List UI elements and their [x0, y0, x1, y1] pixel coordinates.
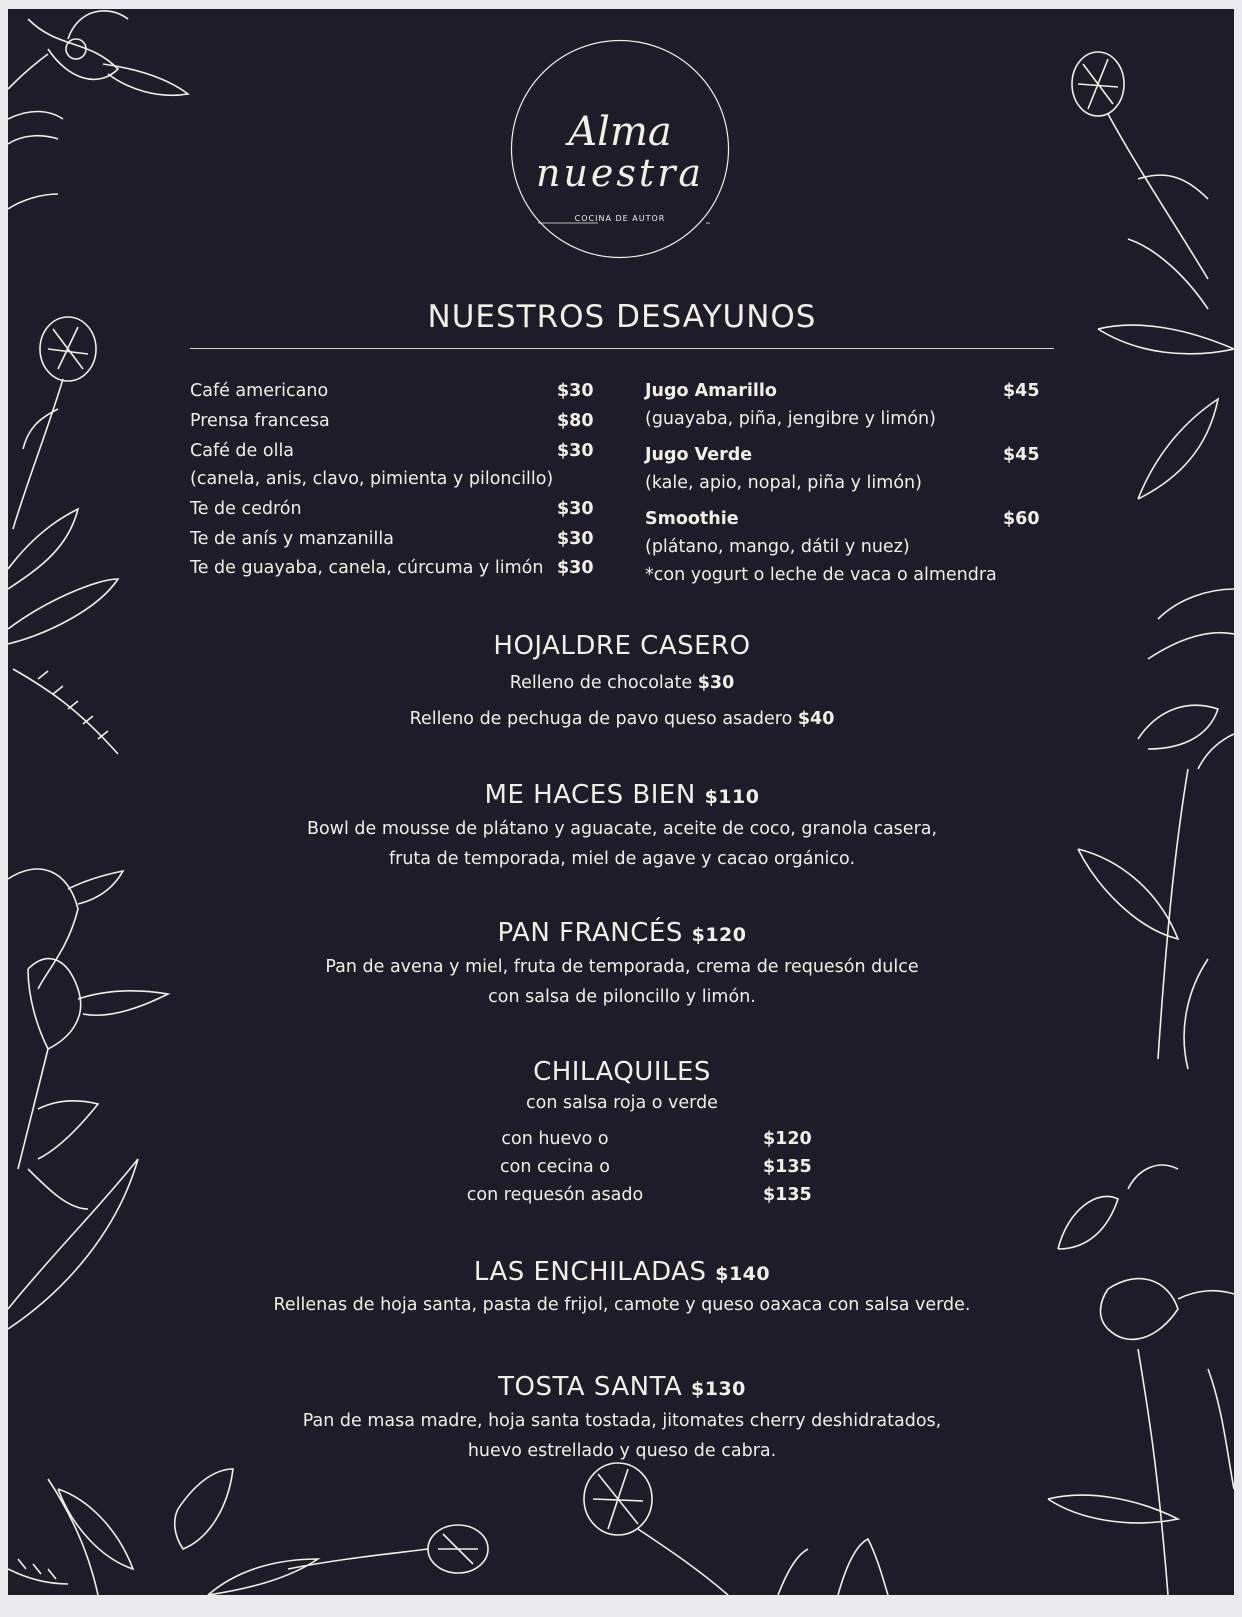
juices-list — [645, 381, 1045, 601]
section-price: $140 — [715, 1263, 771, 1285]
item-description: fruta de temporada, miel de agave y cacao orgánico. — [388, 849, 856, 869]
section-name: LAS ENCHILADAS — [473, 1257, 707, 1287]
item-price: $30 — [557, 441, 594, 461]
section-title-enchiladas — [190, 1257, 1054, 1287]
item-name: Prensa francesa — [190, 411, 330, 431]
option-name: con cecina o — [500, 1157, 610, 1177]
item-name: Relleno de pechuga de pavo queso asadero — [409, 709, 793, 729]
item-description: con salsa de piloncillo y limón. — [488, 987, 756, 1007]
item-price: $40 — [797, 709, 835, 729]
option-name: con huevo o — [501, 1129, 609, 1149]
section-name: CHILAQUILES — [533, 1057, 711, 1087]
item-price: $45 — [1003, 381, 1040, 401]
section-price: $120 — [691, 924, 747, 946]
right-bud-illustration — [1072, 52, 1234, 659]
section-title-tosta-santa — [190, 1372, 1054, 1402]
left-orchid-illustration — [8, 869, 168, 1329]
right-lower-orchid-illustration — [1048, 1165, 1234, 1595]
item-name: Relleno de chocolate — [509, 673, 693, 693]
option-price: $135 — [763, 1157, 812, 1177]
menu-item — [190, 709, 1054, 729]
item-description: (canela, anis, clavo, pimienta y piloncillo) — [190, 469, 554, 489]
item-name: Te de cedrón — [190, 499, 302, 519]
section-subtitle: con salsa roja o verde — [526, 1093, 718, 1113]
item-price: $30 — [557, 381, 594, 401]
menu-item — [190, 673, 1054, 693]
logo — [510, 39, 730, 259]
menu-page — [8, 9, 1234, 1595]
item-description: Rellenas de hoja santa, pasta de frijol, camote y queso oaxaca con salsa verde. — [273, 1295, 971, 1315]
item-name: Café de olla — [190, 441, 295, 461]
section-name: HOJALDRE CASERO — [493, 631, 751, 661]
item-description: (guayaba, piña, jengibre y limón) — [645, 409, 936, 429]
item-name: Jugo Verde — [645, 445, 753, 465]
section-title-pan-frances — [190, 918, 1054, 948]
item-name: Café americano — [190, 381, 329, 401]
item-note: *con yogurt o leche de vaca o almendra — [645, 565, 997, 585]
section-price: $130 — [691, 1378, 746, 1400]
section-title-me-haces-bien — [190, 780, 1054, 810]
item-name: Jugo Amarillo — [645, 381, 777, 401]
item-name: Te de anís y manzanilla — [190, 529, 394, 549]
bottom-foliage-illustration — [8, 1463, 888, 1595]
item-description: Bowl de mousse de plátano y aguacate, aceite de coco, granola casera, — [306, 819, 938, 839]
logo-text-nuestra: nuestra — [535, 151, 705, 195]
logo-text-alma: Alma — [568, 109, 672, 155]
item-name: Te de guayaba, canela, cúrcuma y limón — [190, 558, 544, 578]
menu-title: NUESTROS DESAYUNOS — [427, 299, 817, 335]
top-left-flower-illustration — [8, 11, 188, 209]
section-name: ME HACES BIEN — [484, 780, 696, 810]
item-price: $30 — [557, 529, 594, 549]
option-name: con requesón asado — [466, 1185, 644, 1205]
item-price: $80 — [557, 411, 594, 431]
item-price: $30 — [697, 673, 735, 693]
title-divider — [190, 348, 1054, 349]
hot-drinks-list — [190, 381, 602, 601]
item-description: Pan de avena y miel, fruta de temporada, crema de requesón dulce — [325, 957, 919, 977]
section-title-chilaquiles — [190, 1057, 1054, 1087]
logo-subtitle: COCINA DE AUTOR — [574, 214, 666, 223]
item-description: huevo estrellado y queso de cabra. — [467, 1441, 777, 1461]
item-name: Smoothie — [645, 509, 739, 529]
item-price: $60 — [1003, 509, 1040, 529]
option-price: $120 — [763, 1129, 812, 1149]
item-price: $30 — [557, 499, 594, 519]
item-description: (plátano, mango, dátil y nuez) — [645, 537, 910, 557]
item-price: $30 — [557, 558, 594, 578]
section-title-hojaldre — [190, 631, 1054, 661]
left-bud-illustration — [8, 317, 118, 754]
section-name: TOSTA SANTA — [498, 1372, 683, 1402]
item-price: $45 — [1003, 445, 1040, 465]
right-orchid-illustration — [1078, 705, 1234, 1069]
section-name: PAN FRANCÉS — [497, 918, 683, 948]
item-description: (kale, apio, nopal, piña y limón) — [645, 473, 922, 493]
section-price: $110 — [704, 786, 760, 808]
item-description: Pan de masa madre, hoja santa tostada, jitomates cherry deshidratados, — [302, 1411, 942, 1431]
option-price: $135 — [763, 1185, 812, 1205]
